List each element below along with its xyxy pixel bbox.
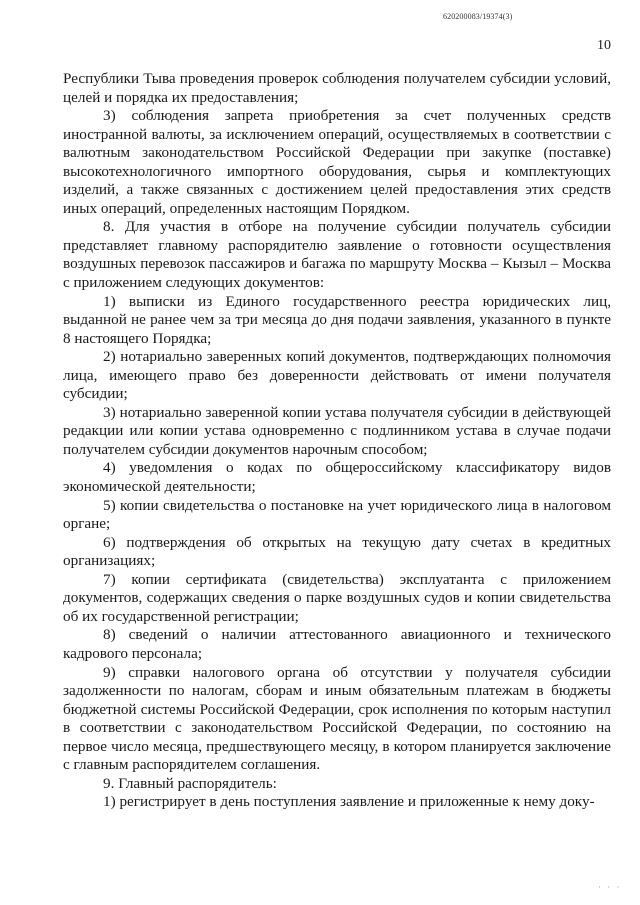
list-item-1-clause-9: 1) регистрирует в день поступления заявление и приложенные к нему доку- — [103, 793, 595, 811]
list-item-2: 2) нотариально заверенных копий документов, подтверждающих полномочия лица, имеющего право без доверенности действовать от имени получателя субсидии; — [63, 348, 611, 403]
margin-mark: · · · — [598, 882, 622, 892]
list-item-3: 3) нотариально заверенной копии устава получателя субсидии в действующей редакции или копии устава одновременно с подлинником устава в случае подачи получателем субсидии документов нарочным способом; — [63, 403, 611, 458]
list-item-6: 6) подтверждения об открытых на текущую дату счетах в кредитных организациях; — [63, 533, 611, 570]
paragraph-clause-8: 8. Для участия в отборе на получение субсидии получатель субсидии представляет главному распорядителю заявление о готовности осуществления воздушных перевозок пассажиров и багажа по маршруту Москва – Кызыл – Москва с приложением следующих документов: — [63, 218, 611, 292]
paragraph-continuation: Республики Тыва проведения проверок соблюдения получателем субсидии условий, целей и порядка их предоставления; — [63, 70, 611, 106]
document-registration-code: 620200083/19374(3) — [443, 12, 513, 21]
document-body — [63, 70, 611, 812]
list-item-9: 9) справки налогового органа об отсутствии у получателя субсидии задолженности по налогам, сборам и иным обязательным платежам в бюджеты бюджетной системы Российской Федерации, срок исполнения по которым наступил в соответствии с законодательством Российской Федерации, по состоянию на первое число месяца, предшествующего месяцу, в котором планируется заключение с главным распорядителем соглашения. — [63, 663, 611, 774]
paragraph-clause-9: 9. Главный распорядитель: — [103, 774, 277, 792]
list-item-7: 7) копии сертификата (свидетельства) эксплуатанта с приложением документов, содержащих сведения о парке воздушных судов и копии свидетельства об их государственной регистрации; — [63, 570, 611, 625]
list-item-5: 5) копии свидетельства о постановке на учет юридического лица в налоговом органе; — [63, 496, 611, 533]
list-item-1: 1) выписки из Единого государственного реестра юридических лиц, выданной не ранее чем за три месяца до дня подачи заявления, указанного в пункте 8 настоящего Порядка; — [63, 292, 611, 347]
list-item-8: 8) сведений о наличии аттестованного авиационного и технического кадрового персонала; — [63, 626, 611, 662]
page-number: 10 — [597, 38, 611, 53]
paragraph-item-3: 3) соблюдения запрета приобретения за счет полученных средств иностранной валюты, за исключением операций, осуществляемых в соответствии с валютным законодательством Российской Федерации при закупке (поставке) высокотехнологичного импортного оборудования, сырья и комплектующих изделий, а также связанных с достижением целей предоставления этих средств иных операций, определенных настоящим Порядком. — [63, 107, 611, 217]
list-item-4: 4) уведомления о кодах по общероссийскому классификатору видов экономической деятельности; — [63, 459, 611, 496]
